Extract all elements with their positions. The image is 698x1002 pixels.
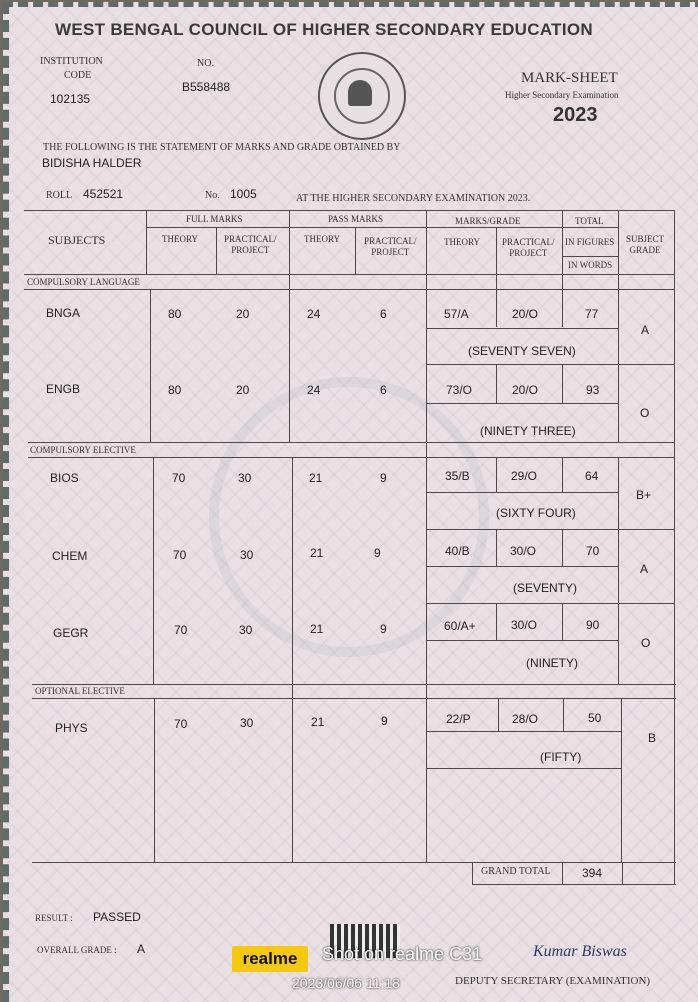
marks-theory: 73/O [446,383,473,397]
total-figures: 70 [586,544,600,558]
table-border-top [24,210,675,211]
subject-name: ENGB [46,382,81,396]
statement-text: THE FOLLOWING IS THE STATEMENT OF MARKS AND GRADE OBTAINED BY [43,142,401,153]
section-line-2 [28,442,674,443]
marks-practical: 29/O [511,469,538,483]
section-optional-elective: OPTIONAL ELECTIVE [35,686,125,696]
grand-total-label: GRAND TOTAL [481,866,551,877]
serial-no: B558488 [182,80,231,94]
signature: Kumar Biswas [533,943,627,960]
fm-practical: 30 [240,548,254,562]
section-line-5 [32,698,676,699]
marks-theory: 57/A [444,307,469,321]
shot-on-text: Shot on realme C31 [322,944,483,964]
fm-practical: 30 [240,716,254,730]
fm-theory: 70 [172,471,186,485]
grand-total-value: 394 [582,866,603,880]
pm-theory: 21 [310,622,324,636]
exam-text: AT THE HIGHER SECONDARY EXAMINATION 2023. [296,193,531,204]
mk-theory-header: THEORY [444,237,480,247]
result-value: PASSED [93,910,141,924]
subject-name: BNGA [46,306,81,320]
total-figures: 64 [585,469,599,483]
fm-theory: 70 [174,717,188,731]
fm-theory: 70 [174,623,188,637]
no-label: No. [205,190,220,201]
roll-value: 452521 [83,187,124,201]
pm-theory: 21 [310,546,324,560]
subject-grade: A [641,323,650,337]
institution-label: INSTITUTION [40,56,103,67]
subject-name: PHYS [55,721,88,735]
doc-title: MARK-SHEET [521,70,618,86]
in-figures-header: IN FIGURES [565,237,615,247]
signatory-title: DEPUTY SECRETARY (EXAMINATION) [455,975,651,987]
pm-theory: 24 [307,307,321,321]
total-words: (SEVENTY SEVEN) [468,344,576,358]
serial-no-label: NO. [197,58,214,69]
subject-grade: B [648,731,657,745]
pm-practical: 9 [380,622,387,636]
total-figures: 77 [585,307,599,321]
marks-practical: 20/O [512,307,539,321]
roll-label: ROLL [46,190,73,201]
section-compulsory-language: COMPULSORY LANGUAGE [27,277,140,287]
total-divider [562,256,618,257]
student-name: BIDISHA HALDER [42,156,142,170]
subject-name: BIOS [50,471,79,485]
fm-theory-header: THEORY [162,234,198,244]
full-marks-header: FULL MARKS [186,214,243,224]
pm-practical-header: PRACTICAL/ PROJECT [364,236,417,257]
result-label: RESULT : [35,913,73,923]
fm-theory: 80 [168,307,182,321]
total-figures: 93 [586,383,600,397]
subjects-header: SUBJECTS [48,233,106,247]
subject-grade: O [641,636,651,650]
pm-practical: 6 [380,307,387,321]
pm-theory: 24 [307,383,321,397]
marks-practical: 30/O [510,544,537,558]
fm-practical: 20 [236,383,250,397]
fm-theory: 70 [173,548,187,562]
institution-code: 102135 [50,92,91,106]
pm-practical: 9 [381,714,388,728]
fm-practical: 20 [236,307,250,321]
grand-total-bottom [472,884,676,885]
subject-name: GEGR [53,626,89,640]
fm-practical-header: PRACTICAL/ PROJECT [224,234,277,255]
total-words: (NINETY THREE) [480,424,576,438]
marks-practical: 20/O [512,383,539,397]
pm-practical: 9 [374,546,381,560]
in-words-header: IN WORDS [568,260,613,270]
total-words: (SIXTY FOUR) [496,506,576,520]
pass-marks-header: PASS MARKS [328,214,383,224]
fm-practical: 30 [239,623,253,637]
pm-theory: 21 [309,471,323,485]
total-figures: 50 [588,711,602,725]
total-header: TOTAL [575,216,604,226]
realme-logo: realme [232,946,308,972]
marks-practical: 30/O [511,618,538,632]
council-title: WEST BENGAL COUNCIL OF HIGHER SECONDARY EDUCATION [55,20,593,39]
doc-subtitle: Higher Secondary Examination [505,90,619,100]
marks-theory: 35/B [445,469,470,483]
no-value: 1005 [230,187,257,201]
subject-grade: A [640,562,649,576]
marks-theory: 22/P [446,712,471,726]
total-words: (SEVENTY) [513,581,578,595]
overall-grade-value: A [137,942,146,956]
council-seal-icon [318,52,406,140]
pm-theory: 21 [311,715,325,729]
marks-grade-header: MARKS/GRADE [455,216,521,226]
marks-practical: 28/O [512,712,539,726]
exam-year: 2023 [553,104,598,126]
section-line-4 [32,684,676,685]
section-compulsory-elective: COMPULSORY ELECTIVE [30,445,136,455]
table-bottom [32,862,676,863]
fm-theory: 80 [168,383,182,397]
subject-grade-header: SUBJECT GRADE [626,234,665,255]
marks-theory: 60/A+ [444,619,476,633]
mk-practical-header: PRACTICAL/ PROJECT [502,237,555,258]
pm-practical: 6 [380,383,387,397]
marks-theory: 40/B [445,544,470,558]
header-bottom [24,274,675,275]
total-words: (FIFTY) [540,750,582,764]
total-words: (NINETY) [526,656,578,670]
section-line-3 [28,457,674,458]
pm-theory-header: THEORY [304,234,340,244]
total-figures: 90 [586,618,600,632]
subject-grade: O [640,406,650,420]
subject-name: CHEM [52,549,88,563]
section-line-1 [24,289,675,290]
photo-timestamp: 2023/06/06 11:18 [292,975,400,991]
pm-practical: 9 [380,471,387,485]
subject-grade: B+ [636,488,652,502]
fm-practical: 30 [238,471,252,485]
code-label: CODE [64,70,92,81]
overall-grade-label: OVERALL GRADE : [37,945,117,955]
